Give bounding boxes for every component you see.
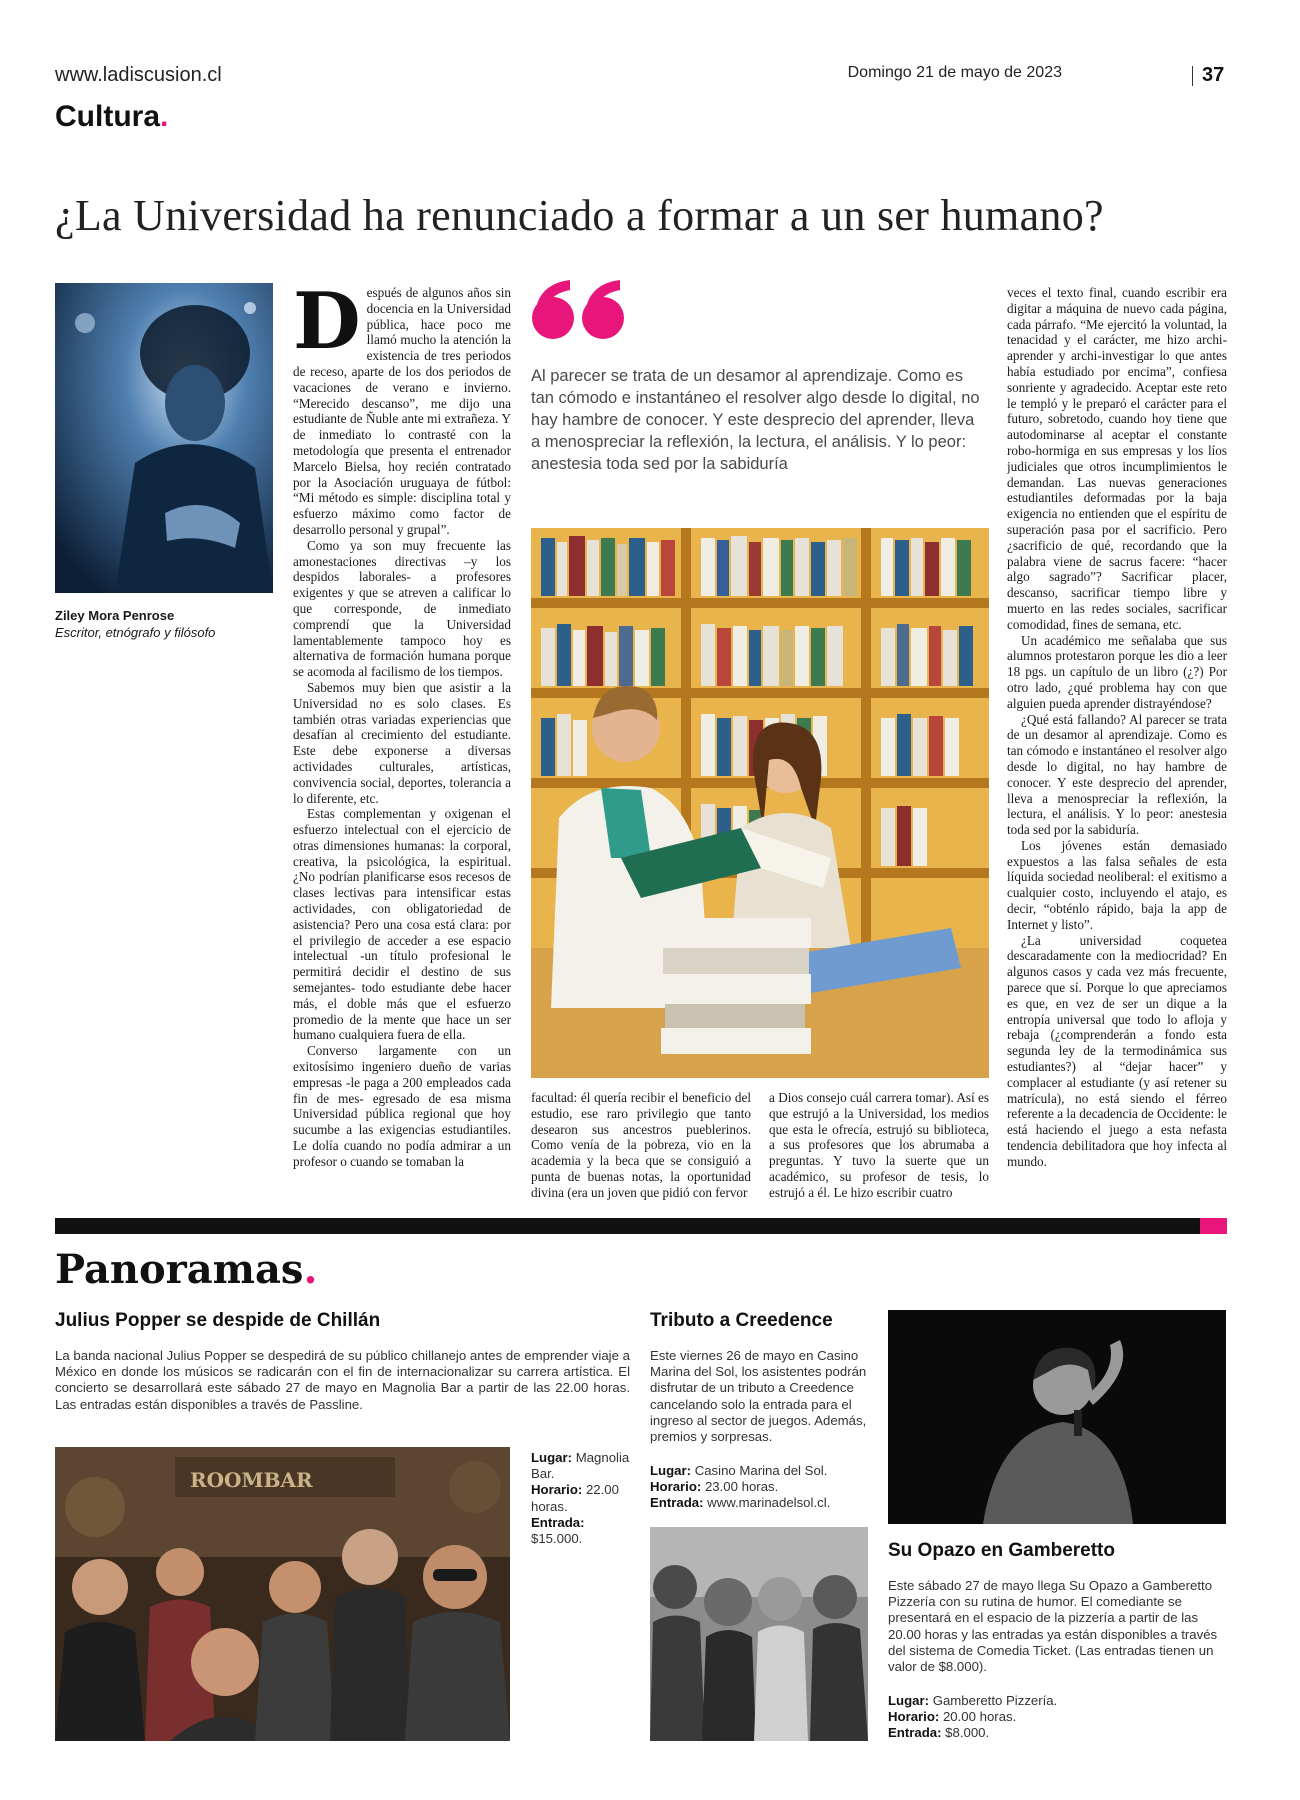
- section-dot: .: [160, 100, 169, 133]
- info-label: Lugar:: [650, 1463, 692, 1478]
- su-opazo-headline: Su Opazo en Gamberetto: [888, 1540, 1115, 1561]
- section-divider: [55, 1218, 1227, 1234]
- divider-accent: [1200, 1218, 1227, 1234]
- article-paragraph: facultad: él quería recibir el beneficio del estudio, ese raro privilegio que tanto desearon sus ancestros pueblerinos. Como venía de la pobreza, vio en la academia y la beca que se consiguió a punta de buenas notas, la oportunidad divina (era un joven que pidió con fervor: [531, 1090, 751, 1200]
- info-label: Lugar:: [531, 1450, 573, 1465]
- page-number: 37: [1202, 64, 1225, 86]
- pull-quote: Al parecer se trata de un desamor al aprendizaje. Como es tan cómodo e instantáneo el resolver algo desde lo digital, no hay hambre de conocer. Y este desprecio del aprender, lleva a menospreciar la reflexión, la lectura, el análisis. Y lo peor: anestesia toda sed por la sabiduría: [531, 367, 980, 473]
- julius-popper-text: La banda nacional Julius Popper se despedirá de su público chillanejo antes de emprender viaje a México en donde los músicos se radicarán con el fin de internacionalizar su carrera artística. El concierto se desarrollará este sábado 27 de mayo en Magnolia Bar a partir de las 22.00 horas. Las entradas están disponibles a través de Passline.: [55, 1348, 630, 1412]
- su-opazo-text: Este sábado 27 de mayo llega Su Opazo a Gamberetto Pizzería con su rutina de humor. El comediante se presentará en el espacio de la pizzería a partir de las 20.00 horas y las entradas ya están disponibles a través del sistema de Comedia Ticket. (Las entradas tienen un valor de $8.000).: [888, 1578, 1218, 1675]
- article-paragraph: Sabemos muy bien que asistir a la Universidad no es solo clases. Es también otras variadas experiencias que desafían al crecimiento del estudiante. Este debe exponerse a diversas actividades culturales, artísticas, convivencia social, deportes, tolerancia a lo diferente, etc.: [293, 679, 511, 806]
- article-paragraph: ¿La universidad coquetea descaradamente con la mediocridad? En algunos casos y cada vez más frecuente, parece que sí. Porque lo que apreciamos es que, en vez de ser un dique a la entropía universal que todo lo afloja y rebaja (¿comprenderán a fondo esta segunda ley de la termodinámica sus estudiantes?) al “dejar hacer” y complacer al estudiante (y así retener su matrícula), no está siendo el férreo referente a la decadencia de Occidente: le está haciendo el juego a esta nefasta tendencia debilitadora que hoy infecta al mundo.: [1007, 932, 1227, 1169]
- julius-popper-photo: [55, 1447, 510, 1741]
- info-label: Horario:: [888, 1709, 940, 1725]
- drop-cap: D: [293, 285, 361, 367]
- info-value: 23.00 horas.: [704, 1479, 779, 1495]
- info-value: Casino Marina del Sol.: [694, 1463, 828, 1478]
- creedence-photo: [650, 1527, 868, 1741]
- su-opazo-photo: [888, 1310, 1226, 1524]
- panoramas-label: Panoramas: [55, 1246, 304, 1293]
- julius-popper-info: [531, 1450, 631, 1547]
- article-column-1: [293, 285, 511, 1205]
- roombar-sign: ROOMBAR: [190, 1468, 313, 1492]
- library-photo: [531, 528, 989, 1078]
- info-value: 20.00 horas.: [942, 1709, 1017, 1725]
- author-role: Escritor, etnógrafo y filósofo: [55, 625, 216, 640]
- article-paragraph: a Dios consejo cuál carrera tomar). Así es que estrujó a la Universidad, los medios que esta le ofrecía, estrujó su biblioteca, a sus profesores que los abrumaba a preguntas. Y tuvo la suerte que un académico, su profesor de tesis, lo estrujó a él. Le hizo escribir cuatro: [769, 1090, 989, 1200]
- creedence-headline: Tributo a Creedence: [650, 1310, 833, 1331]
- article-paragraph: Un académico me señalaba que sus alumnos protestaron porque les dio a leer 18 pgs. un capítulo de un libro (¿?) Por otro lado, ¿qué problema hay con que alguien pueda aprender distrayéndose?: [1007, 632, 1227, 711]
- info-value: Gamberetto Pizzería.: [932, 1693, 1058, 1708]
- panoramas-title: [55, 1246, 317, 1293]
- author-name: Ziley Mora Penrose: [55, 608, 175, 623]
- info-value: $8.000.: [945, 1725, 990, 1741]
- info-label: Entrada:: [531, 1514, 585, 1530]
- site-url[interactable]: www.ladiscusion.cl: [55, 64, 222, 86]
- article-paragraph: Los jóvenes están demasiado expuestos a las falsa señales de esta líquida sociedad neoliberal: el exitismo a cualquier costo, incluyendo el atajo, es decir, “obténlo rápido, baja la app de Internet y listo”.: [1007, 837, 1227, 932]
- article-paragraph: Estas complementan y oxigenan el esfuerzo intelectual con el ejercicio de otras dimensiones humanas: la corporal, creativa, la psicológica, la espiritual. ¿No podrían planificarse esos recesos de clases lectivas para intensificar estas actividades, con obligatoriedad de asistencia? Pero una cosa está clara: por el privilegio de acceder a ese espacio intelectual -un título profesional le permitirá decidir el destino de sus semejantes- todo estudiante debe hacer más, el doble más que el esfuerzo promedio de la mente que hace un ser humano cualquiera fuera de ella.: [293, 806, 511, 1043]
- info-value: Magnolia Bar.: [531, 1450, 630, 1482]
- creedence-info: [650, 1463, 875, 1512]
- info-label: Lugar:: [888, 1693, 930, 1708]
- info-label: Horario:: [650, 1479, 702, 1495]
- paragraph-text: espués de algunos años sin docencia en la Universidad pública, hace poco me llamó mucho la atención la existencia de tres periodos de receso, aparte de los dos periodos de vacaciones de verano e invierno. “Merecido descanso”, me dijo una estudiante de Ñuble ante mi extrañeza. Y de inmediato lo contrasté con la metodología que presenta el entrenador Marcelo Bielsa, hoy recién contratado por la Asociación uruguaya de fútbol: “Mi método es simple: disciplina total y esfuerzo máximo como factor de desarrollo personal y grupal”.: [293, 285, 511, 537]
- creedence-text: Este viernes 26 de mayo en Casino Marina del Sol, los asistentes podrán disfrutar de un tributo a Creedence cancelando solo la entrada para el ingreso al sector de juegos. Además, premios y sorpresas.: [650, 1348, 867, 1445]
- quote-mark-icon: [530, 278, 630, 342]
- article-paragraph: veces el texto final, cuando escribir era digitar a máquina de nuevo cada página, cada párrafo. “Me ejercitó la voluntad, la tenacidad y el carácter, me hizo archi-aprender y archi-investigar lo que antes había estudiado por encima”, confiesa sonriente y agradecido. Aceptar este reto le templó y le preparó el carácter para el futuro, sobretodo, cuando hoy tiene que autodominarse al aceptar el constante robo-hormiga en sus empresas y los líos judiciales que otros incumplimientos le demandan. Las nuevas generaciones estudiantiles deformadas por la baja exigencia no entienden que el espíritu de superación pasa por el sacrificio. Pero ¿sacrificio de qué, recordando que la palabra viene de sacrus facere: “hacer algo sagrado”? Sacrificar placer, descanso, sacrificar tiempo libre y muerto en las redes sociales, sacrificar comodidad, fines de semana, etc.: [1007, 285, 1227, 632]
- article-paragraph: [293, 285, 511, 538]
- info-value[interactable]: www.marinadelsol.cl.: [707, 1495, 831, 1511]
- author-photo: [55, 283, 273, 593]
- issue-date: Domingo 21 de mayo de 2023: [847, 64, 1062, 81]
- su-opazo-info: [888, 1693, 1226, 1742]
- article-column-4: [1007, 285, 1227, 1205]
- article-headline: ¿La Universidad ha renunciado a formar a un ser humano?: [55, 191, 1104, 240]
- date-separator: [1192, 66, 1193, 86]
- section-label: Cultura: [55, 100, 160, 133]
- julius-popper-headline: Julius Popper se despide de Chillán: [55, 1310, 381, 1331]
- info-label: Horario:: [531, 1482, 583, 1498]
- article-column-2: [531, 1090, 751, 1208]
- section-title: [55, 100, 168, 134]
- panoramas-dot: .: [303, 1246, 318, 1293]
- info-label: Entrada:: [888, 1725, 942, 1741]
- info-value: 22.00 horas.: [531, 1482, 619, 1514]
- article-paragraph: Converso largamente con un exitosísimo ingeniero dueño de varias empresas -le paga a 200 empleados cada fin de mes- egresado de esa misma Universidad pública regional que hoy sucumbe a las exigencias estudiantiles. Le dolía cuando no podía admirar a un profesor o cuando se tomaban la: [293, 1043, 511, 1169]
- info-label: Entrada:: [650, 1495, 704, 1511]
- article-paragraph: Como ya son muy frecuente las amonestaciones directivas –y los despidos laborales- a profesores exigentes y que se atreven a calificar lo que corresponde, de inmediato comprendí que la Universidad lamentablemente tampoco hoy es alternativa de formación humana porque se acomoda al facilismo de los tiempos.: [293, 537, 511, 680]
- info-value: $15.000.: [531, 1531, 583, 1547]
- article-column-3: [769, 1090, 989, 1208]
- article-paragraph: ¿Qué está fallando? Al parecer se trata de un desamor al aprendizaje. Como es tan cómodo e instantáneo el resolver algo desde lo digital, no hay hambre de conocer. Y este desprecio del aprender, lleva a menospreciar la reflexión, la lectura, el análisis. Y lo peor: anestesia toda sed por la sabiduría.: [1007, 711, 1227, 838]
